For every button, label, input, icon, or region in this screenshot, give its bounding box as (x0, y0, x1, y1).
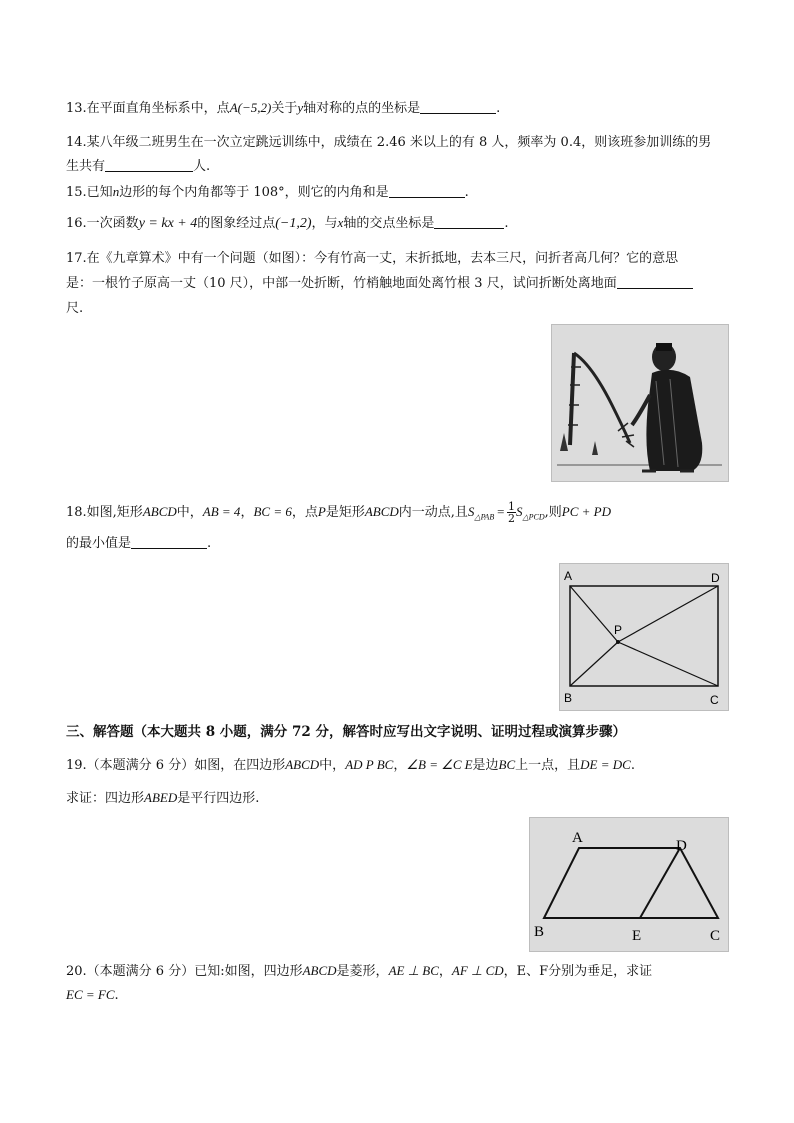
question-17-line3: 尺. (66, 301, 84, 316)
answer-blank-13[interactable] (420, 100, 496, 114)
question-17-line1: 17.在《九章算术》中有一个问题（如图）：今有竹高一丈，末折抵地，去本三尺，问折者高几何？它的意思 (66, 251, 679, 266)
label-d: D (676, 838, 687, 854)
question-20-line1: 20.（本题满分 6 分）已知:如图，四边形ABCD是菱形，AE ⊥ BC，AF ⊥ CD，E、F分别为垂足，求证 (66, 963, 653, 979)
label-p: P (614, 623, 623, 637)
label-b: B (534, 924, 545, 940)
bamboo-illustration (551, 324, 729, 482)
question-16: 16.一次函数y = kx + 4的图象经过点(−1,2)，与x轴的交点坐标是 . (66, 215, 509, 231)
segment-pc (618, 642, 718, 686)
segment-pa (570, 586, 618, 642)
question-14-line2: 生共有 人. (66, 159, 211, 174)
answer-blank-14[interactable] (105, 158, 193, 172)
quadrilateral-diagram (530, 818, 728, 951)
label-e: E (632, 928, 642, 944)
rectangle-abcd-shape (570, 586, 718, 686)
bamboo-drawing (552, 325, 728, 481)
question-15: 15.已知n边形的每个内角都等于 108°，则它的内角和是 . (66, 184, 469, 200)
answer-blank-18[interactable] (131, 535, 207, 549)
question-18-line2: 的最小值是 . (66, 536, 212, 551)
fraction-one-half: $\frac{1}{2}$ (507, 500, 515, 525)
question-13: 13.在平面直角坐标系中，点A(−5,2)关于y轴对称的点的坐标是 . (66, 100, 501, 116)
function-expression: y = kx + 4 (138, 216, 198, 231)
question-19-line2: 求证：四边形ABED是平行四边形. (66, 790, 260, 806)
section-3-heading: 三、解答题（本大题共 8 小题，满分 72 分，解答时应写出文字说明、证明过程或演算步骤） (66, 724, 626, 740)
segment-de (640, 848, 680, 918)
point-p-dot (616, 640, 620, 644)
answer-blank-17[interactable] (617, 275, 693, 289)
trapezoid-abcd-shape (544, 848, 718, 918)
segment-pb (570, 642, 618, 686)
question-19-line1: 19.（本题满分 6 分）如图，在四边形ABCD中，AD P BC，∠B = ∠C E是边BC上一点，且DE = DC. (66, 757, 635, 773)
answer-blank-16[interactable] (434, 215, 504, 229)
figure-rectangle-abcd (559, 563, 729, 711)
question-17-line2: 是：一根竹子原高一丈（10 尺），中部一处折断，竹梢触地面处离竹根 3 尺，试问折断处离地面 (66, 275, 693, 293)
label-a: A (564, 569, 573, 583)
point-a: A(−5,2) (229, 100, 272, 115)
label-c: C (710, 928, 721, 944)
label-b: B (564, 691, 573, 705)
question-20-line2: EC = FC. (66, 987, 119, 1003)
question-18-line1: 18.如图,矩形ABCD中，AB = 4，BC = 6，点P是矩形ABCD内一动点,且$S_{\triangle PAB}$ = $\frac{1}{2}$ $S_{\triangle PCD}$,则PC + PD (66, 500, 611, 525)
label-c: C (710, 693, 719, 707)
label-a: A (572, 830, 583, 846)
rectangle-diagram (560, 564, 728, 710)
question-14-line1: 14.某八年级二班男生在一次立定跳远训练中，成绩在 2.46 米以上的有 8 人，频率为 0.4，则该班参加训练的男 (66, 135, 712, 150)
answer-blank-15[interactable] (389, 184, 465, 198)
label-d: D (711, 571, 720, 585)
figure-quadrilateral-abcd (529, 817, 729, 952)
segment-pd (618, 586, 718, 642)
